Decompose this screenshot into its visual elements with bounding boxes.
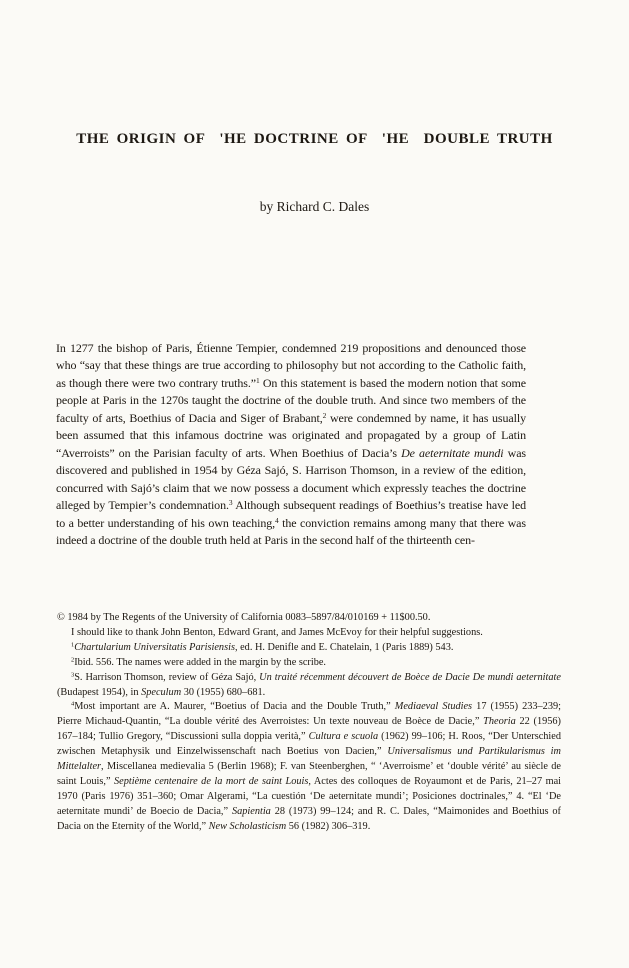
text-run: On this statement is based the modern notion that some people at Paris in the 1270s taught the doctrine of the double truth. And since two members of the faculty of arts, Boethius of Dacia and Siger of Brabant,	[56, 375, 526, 425]
text-run: Speculum	[141, 686, 182, 698]
text-run: S. Harrison Thomson, review of Géza Sajó,	[74, 671, 260, 683]
footnote-marker: 2	[71, 656, 75, 664]
text-run: , Miscellanea medievalia 5 (Berlin 1968); F. van Steenberghen, “ ‘Averroisme’ et ‘double vérité’ au siècle de saint Louis,”	[57, 761, 561, 787]
text-run: Although subsequent readings of Boethius’s treatise have led to a better understanding of his own teaching,	[56, 498, 526, 530]
footnotes-section	[57, 611, 561, 835]
footnote-item	[57, 700, 561, 834]
footnote-item	[57, 626, 561, 641]
footnote-marker: 3	[71, 671, 75, 679]
body-paragraph	[56, 340, 526, 549]
text-run: New Scholasticism	[208, 820, 287, 832]
footnote-item	[57, 641, 561, 656]
text-run: , ed. H. Denifle and E. Chatelain, 1 (Paris 1889) 543.	[234, 641, 454, 653]
article-byline: by Richard C. Dales	[259, 199, 370, 214]
text-run: Most important are A. Maurer, “Boetius of Dacia and the Double Truth,”	[74, 701, 395, 713]
text-run: (1962) 99–106; H. Roos, “Der Unterschied zwischen Metaphysik und Einzelwissenschaft nach Boetius von Dacien,”	[57, 731, 561, 758]
text-run: 17 (1955) 233–239; Pierre Michaud-Quantin, “La double vérité des Averroistes: Un texte nouveau de Boèce de Dacie,”	[57, 701, 561, 728]
text-run: Cultura e scuola	[308, 731, 379, 743]
text-run: In 1277 the bishop of Paris, Étienne Tempier, condemned 219 propositions and denounced those who “say that these things are true according to philosophy but not according to the Catholic faith, as though there were two contrary truths.”	[56, 341, 526, 390]
text-run: Universalismus und Partikularismus im Mittelalter	[57, 746, 561, 773]
text-run: De aeternitate mundi	[401, 445, 504, 460]
text-run: Chartularium Universitatis Parisiensis	[74, 641, 235, 653]
text-run: I should like to thank John Benton, Edward Grant, and James McEvoy for their helpful suggestions.	[71, 626, 483, 638]
text-run: were condemned by name, it has usually been assumed that this infamous doctrine was originated and propagated by a group of Latin “Averroists” on the Parisian faculty of arts. When Boethius of Dacia’s	[56, 410, 526, 460]
footnote-marker: 1	[71, 641, 75, 649]
footnote-item	[57, 656, 561, 671]
text-run: 56 (1982) 306–319.	[286, 820, 371, 832]
text-run: 28 (1973) 99–124; and R. C. Dales, “Maimonides and Boethius of Dacia on the Eternity of the World,”	[57, 805, 561, 832]
footnote-marker: 2	[322, 410, 327, 420]
footnote-marker: 4	[275, 515, 279, 525]
text-run: Ibid. 556. The names were added in the margin by the scribe.	[74, 656, 327, 668]
text-run: Un traité récemment découvert de Boèce de Dacie De mundi aeternitate	[259, 671, 561, 683]
text-run: (Budapest 1954), in	[57, 686, 142, 698]
article-body	[56, 340, 526, 549]
text-run: Theoria	[483, 716, 516, 728]
article-title: THE ORIGIN OF 'HE DOCTRINE OF 'HE DOUBLE TRUTH	[76, 131, 553, 147]
text-run: Sapientia	[231, 805, 271, 817]
footnote-marker: 1	[256, 375, 260, 385]
text-run: Septième centenaire de la mort de saint Louis	[114, 775, 309, 787]
text-run: Mediaeval Studies	[394, 701, 473, 713]
footnote-item	[57, 671, 561, 701]
footnote-item	[57, 611, 561, 626]
text-run: , Actes des colloques de Royaumont et de Paris, 21–27 mai 1970 (Paris 1976) 351–360; Omar Algerami, “La cuestión ‘De aeternitate mundi’; Posiciones doctrinales,” 4. “El ‘De aeternitate mundi’ de Boecio de Dacia,”	[57, 775, 562, 817]
text-run: 22 (1956) 167–184; Tullio Gregory, “Discussioni sulla doppia verità,”	[57, 716, 561, 743]
text-run: 30 (1955) 680–681.	[181, 686, 266, 698]
footnote-marker: 3	[228, 498, 233, 507]
text-run: © 1984 by The Regents of the University of California 0083–5897/84/010169 + 11$00.50.	[57, 612, 431, 623]
text-run: was discovered and published in 1954 by Géza Sajó, S. Harrison Thomson, in a review of the edition, concurred with Sajó’s claim that we now possess a document which expressly teaches the doctrine alleged by Tempier’s condemnation.	[56, 445, 526, 513]
text-run: the conviction remains among many that there was indeed a doctrine of the double truth held at Paris in the second half of the thirteenth cen-	[56, 515, 526, 547]
footnote-marker: 4	[71, 700, 75, 708]
